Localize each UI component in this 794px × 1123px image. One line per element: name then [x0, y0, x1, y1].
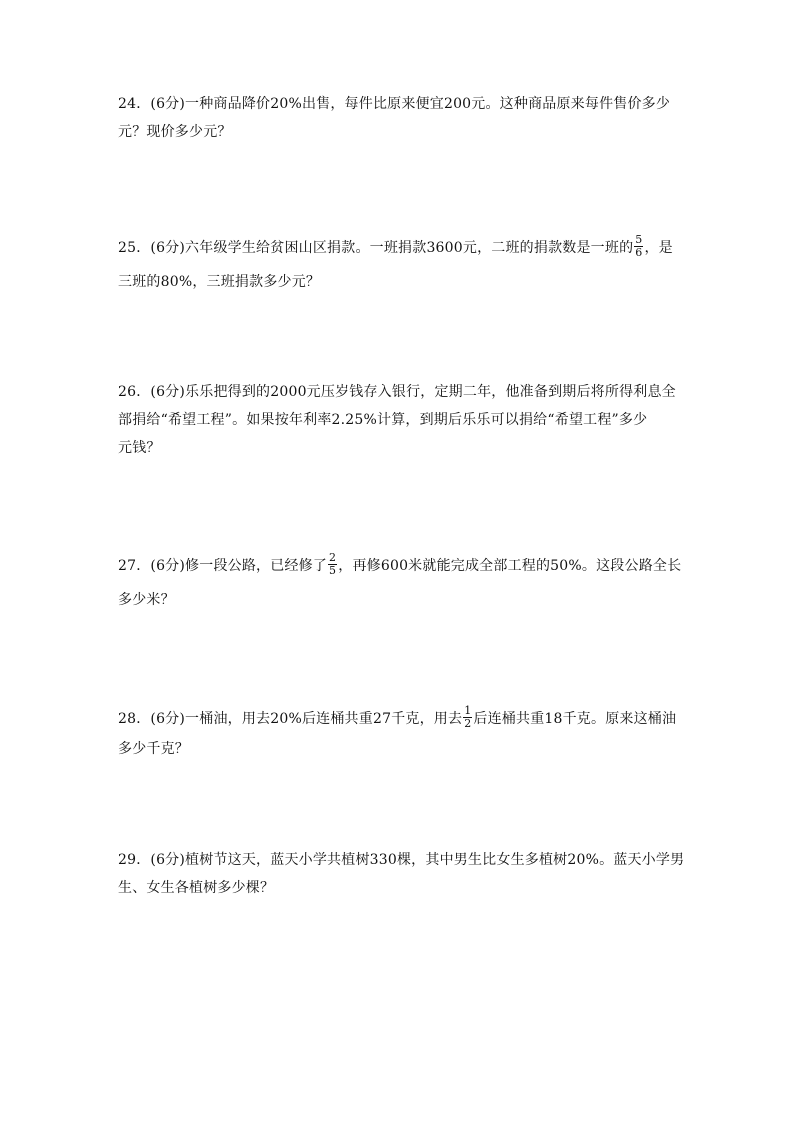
question-text: 后连桶共重18千克。原来这桶油 [473, 711, 677, 727]
question-29 [118, 846, 685, 902]
question-25 [118, 234, 678, 296]
fraction [634, 234, 643, 259]
question-text: ，再修600米就能完成全部工程的50%。这段公路全长 [338, 558, 682, 574]
question-line [118, 705, 678, 733]
question-line: 生、女生各植树多少棵？ [118, 880, 275, 896]
question-line: 多少米？ [118, 592, 175, 608]
fraction [328, 552, 337, 577]
question-line: 29．(6分)植树节这天，蓝天小学共植树330棵，其中男生比女生多植树20%。蓝天小学男 [118, 852, 685, 868]
question-24 [118, 90, 678, 146]
question-line: 24．(6分)一种商品降价20%出售，每件比原来便宜200元。这种商品原来每件售价多少 [118, 96, 671, 112]
fraction-numerator: 2 [329, 550, 337, 564]
question-text: ，是 [644, 240, 673, 256]
question-line [118, 550, 682, 580]
question-line [118, 234, 678, 262]
question-line: 多少千克？ [118, 741, 189, 757]
question-27 [118, 550, 682, 614]
question-line: 部捐给“希望工程”。如果按年利率2.25%计算，到期后乐乐可以捐给“希望工程”多少 [118, 412, 648, 428]
question-28 [118, 705, 678, 763]
fraction-numerator: 5 [635, 232, 643, 246]
question-line: 三班的80%，三班捐款多少元？ [118, 274, 321, 290]
fraction-denominator: 6 [635, 245, 643, 259]
question-line: 元钱？ [118, 440, 161, 456]
question-text: 25．(6分)六年级学生给贫困山区捐款。一班捐款3600元，二班的捐款数是一班的 [118, 240, 634, 256]
question-text: 28．(6分)一桶油，用去20%后连桶共重27千克，用去 [118, 711, 463, 727]
fraction-denominator: 5 [329, 563, 337, 577]
fraction [463, 705, 472, 730]
fraction-numerator: 1 [464, 703, 472, 717]
question-line: 26．(6分)乐乐把得到的2000元压岁钱存入银行，定期二年，他准备到期后将所得利息全 [118, 384, 676, 400]
fraction-denominator: 2 [464, 716, 472, 730]
question-26 [118, 378, 678, 462]
question-text: 27．(6分)修一段公路，已经修了 [118, 558, 328, 574]
question-line: 元？现价多少元？ [118, 124, 232, 140]
